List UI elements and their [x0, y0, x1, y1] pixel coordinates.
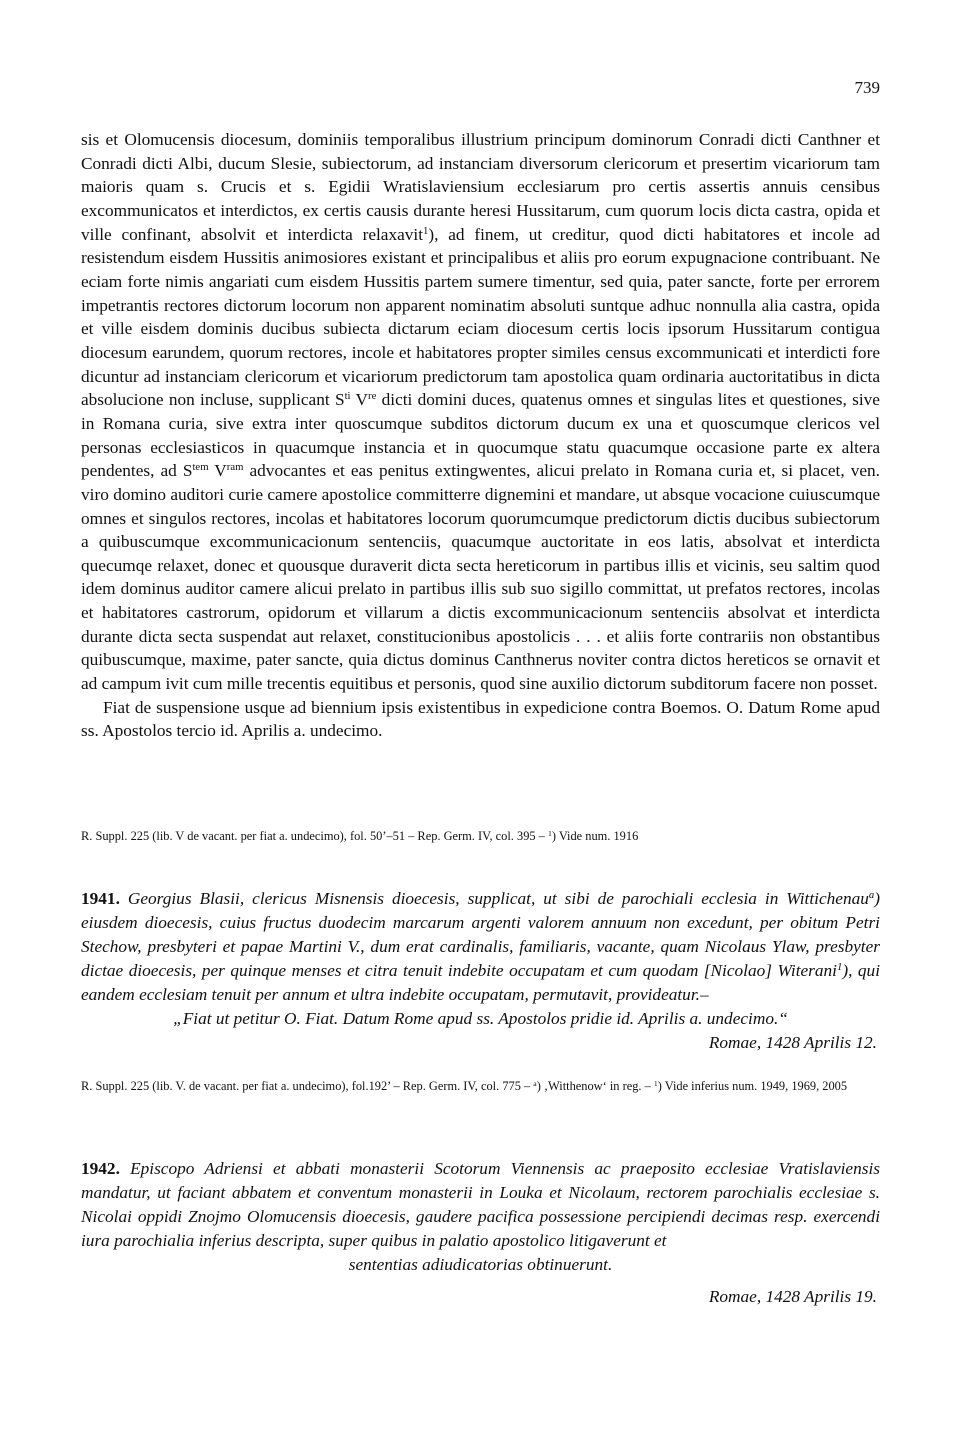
entry-number: 1941.	[81, 889, 120, 908]
footnote-apparatus: R. Suppl. 225 (lib. V. de vacant. per fiat a. undecimo), fol.192’ – Rep. Germ. IV, col. 775 – $^a$) ‚Witthenow‘ in reg. – $^1$) Vide inferius num. 1949, 1969, 2005	[81, 1078, 848, 1093]
entry-1942: 1942. Episcopo Adriensi et abbati monasterii Scotorum Viennensis ac praeposito ecclesiae Vratislaviensis mandatur, ut faciant abbatem et conventum monasterii in Louka et Nicolaum, rectorem parochialis ecclesiae s. Nicolai oppidi Znojmo Olomucensis dioecesis, gaudere pacifica possessione percipiendi decimas resp. exercendi iura parochialia inferius descripta, super quibus in palatio apostolico litigaverunt et sententias adiudicatorias obtinuerunt. Romae, 1428 Aprilis 19.	[81, 1157, 880, 1309]
footnote-ref: 1	[836, 961, 843, 974]
entry-number: 1942.	[81, 1159, 120, 1178]
entry-1941: 1941. Georgius Blasii, clericus Misnensis dioecesis, supplicat, ut sibi de parochiali ecclesia in Wittichenau$^a$) eiusdem dioecesis, cuius fructus duodecim marcarum argenti valorem annuum non excedunt, per obitum Petri Stechow, presbyteri et papae Martini V., dum erat cardinalis, familiaris, vacante, quam Nicolaus Ylaw, presbyter dictae dioecesis, per quinque menses et citra tenuit indebite occupatam et cum quodam [Nicolao] Witerani$^1$), qui eandem ecclesiam tenuit per annum et ultra indebite occupatam, permutavit, provideatur.– „Fiat ut petitur O. Fiat. Datum Rome apud ss. Apostolos pridie id. Aprilis a. undecimo.“ Romae, 1428 Aprilis 12.	[81, 887, 880, 1055]
footnote-apparatus: R. Suppl. 225 (lib. V de vacant. per fiat a. undecimo), fol. 50’–51 – Rep. Germ. IV, col. 395 – $^1$) Vide num. 1916	[81, 828, 639, 843]
main-text	[81, 128, 880, 743]
fiat-line: „Fiat ut petitur O. Fiat. Datum Rome apud ss. Apostolos pridie id. Aprilis a. undecimo.“	[173, 1009, 788, 1028]
paragraph: Fiat de suspensione usque ad biennium ipsis existentibus in expedicione contra Boemos. O. Datum Rome apud ss. Apostolos tercio id. Aprilis a. undecimo.	[81, 697, 880, 741]
footnote-ref: a	[533, 1078, 537, 1088]
entry-date: Romae, 1428 Aprilis 19.	[708, 1287, 877, 1306]
entry-date: Romae, 1428 Aprilis 12.	[708, 1033, 877, 1052]
footnote-ref: 1	[423, 224, 429, 237]
page-number: 739	[854, 78, 880, 97]
footnote-ref: 1	[547, 828, 552, 838]
entry-summary-tail: sententias adiudicatorias obtinuerunt.	[348, 1255, 613, 1274]
paragraph: sis et Olomucensis diocesum, dominiis temporalibus illustrium principum dominorum Conradi dicti Canthner et Conradi dicti Albi, ducum Slesie, subiectorum, ad instanciam diversorum clericorum et presertim vicariorum tam maioris quam s. Crucis et s. Egidii Wratislaviensium ecclesiarum pro certis assertis annuis censibus excommunicatos et interdictos, ex certis causis durante heresi Hussitarum, cum quorum locis dicta castra, opida et ville confinant, absolvit et interdicta relaxavit$^1$), ad finem, ut creditur, quod dicti habitatores et incole ad resistendum eisdem Hussitis animosiores existant et principalibus et aliis pro eorum expugnacione contribuant. Ne eciam forte nimis angariati cum eisdem Hussitis partem sumere timentur, sed quia, pater sancte, forte per errorem impetrantis rectores dictorum locorum non apparent nominatim absoluti suntque adhuc nonnulla alia castra, opida et ville eisdem dominis ducibus subiecta dictarum eciam diocesum certis locis ipsorum Hussitarum contigua diocesum earundem, quorum rectores, incole et habitatores propter similes census excommunicati et interdicti fore dicuntur ad instanciam clericorum et vicariorum predictorum tam apostolica quam ordinaria auctoritatibus in dicta absolucione non incluse, supplicant $S^{ti}$ Vre dicti domini duces, quatenus omnes et singulas lites et questiones, sive in Romana curia, sive extra inter quoscumque subditos dictorum ducum ex una et quoscumque clericos vel personas ecclesiasticos in quacumque instancia et in quocumque statu quacumque occasione parte ex altera pendentes, ad $S^{tem}$ $V^{ram}$ advocantes et eas penitus extingwentes, alicui prelato in Romana curia et, si placet, ven. viro domino auditori curie camere apostolice committerre dignemini et mandare, ut absque vocacione cuiuscumque omnes et singulos rectores, incolas et habitatores locorum quorumcumque predictorum dictis ducibus subiectorum a quibuscumque excommunicacionum sentenciis, quacumque auctoritate in eos latis, absolvat et interdicta quecumqe relaxet, donec et quousque duraverit dicta secta hereticorum in partibus illis et vicinis, seu saltim quod idem dominus auditor camere alicui prelato in partibus illis sub suo sigillo committat, ut prefatos rectores, incolas et habitatores castrorum, opidorum et villarum a dictis excommunicacionum sentenciis absolvat et interdicta durante dicta secta suspendat aut relaxet, constitucionibus apostolicis . . . et aliis forte contrariis non obstantibus quibuscumque, maxime, pater sancte, quia dictus dominus Canthnerus noviter contra dictos hereticos se ornavit et ad campum ivit cum mille trecentis equitibus et personis, quod sine auxilio dictorum subditorum facere non posset.	[81, 130, 881, 694]
footnote-ref: 1	[653, 1078, 658, 1088]
footnote-ref: a	[868, 889, 875, 902]
